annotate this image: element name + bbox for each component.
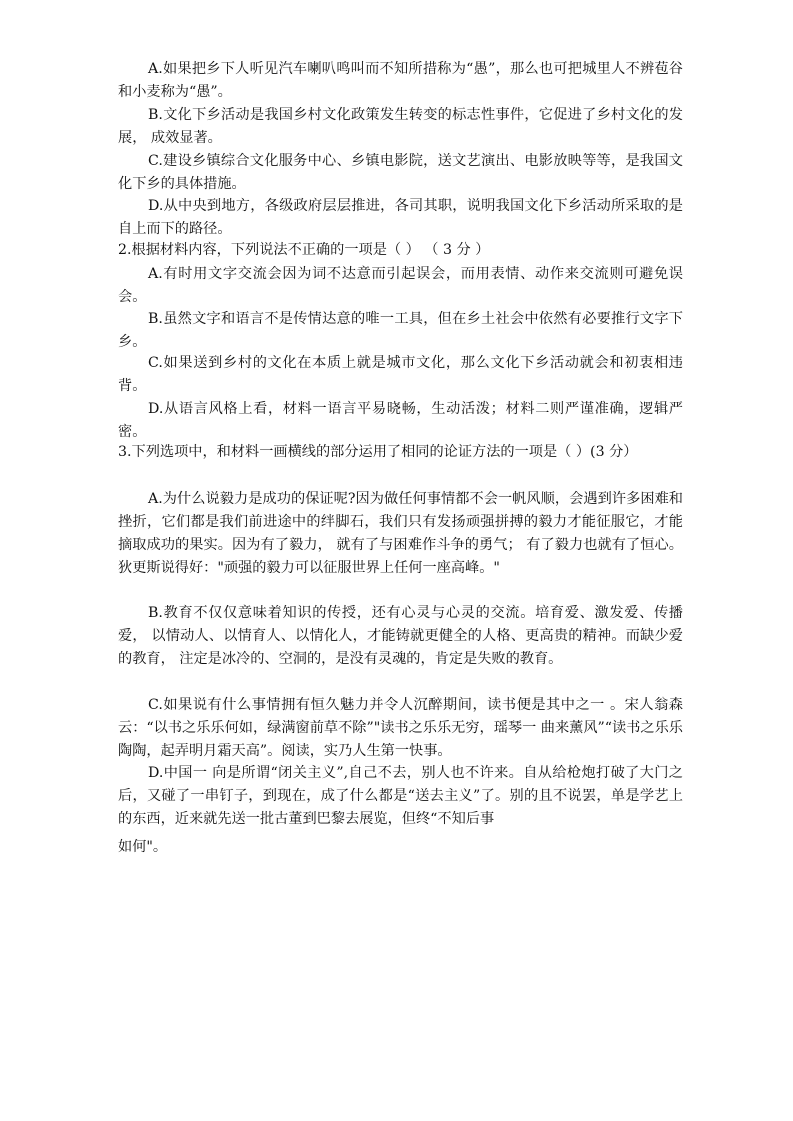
- question-3-stem: 3.下列选项中，和材料一画横线的部分运用了相同的论证方法的一项是（ ）(3 分）: [118, 444, 638, 460]
- q1-option-a: A.如果把乡下人听见汽车喇叭鸣叫而不知所措称为“愚”，那么也可把城里人不辨苞谷和小麦称为“愚”。: [118, 61, 683, 100]
- q1-option-c: C.建设乡镇综合文化服务中心、乡镇电影院，送文艺演出、电影放映等等，是我国文化下乡的具体措施。: [118, 153, 683, 192]
- q3-option-d: D.中国一 向是所谓“闭关主义”,自己不去，别人也不许来。自从给枪炮打破了大门之后，又碰了一串钉子，到现在，成了什么都是“送去主义”了。别的且不说罢，单是学艺上的东西，近来就先送一批古董到巴黎去展览，但终“不知后事: [118, 765, 683, 827]
- question-2-stem: 2.根据材料内容，下列说法不正确的一项是（ ） （ 3 分 ）: [118, 242, 490, 258]
- q3-option-d-tail: 如何"。: [118, 839, 168, 855]
- q3-option-a: A.为什么说毅力是成功的保证呢?因为做任何事情都不会一帆风顺，会遇到许多困难和挫折，它们都是我们前进途中的绊脚石，我们只有发扬顽强拼搏的毅力才能征服它，才能摘取成功的果实。因为有了毅力， 就有了与困难作斗争的勇气； 有了毅力也就有了恒心。狄更斯说得好："顽强的毅力可以征服世界上任何一座高峰。": [118, 491, 683, 576]
- q1-option-d: D.从中央到地方，各级政府层层推进，各司其职，说明我国文化下乡活动所采取的是自上而下的路径。: [118, 198, 683, 237]
- q2-option-a: A.有时用文字交流会因为词不达意而引起误会，而用表情、动作来交流则可避免误会。: [118, 266, 683, 305]
- q2-option-d: D.从语言风格上看，材料一语言平易晓畅，生动活泼；材料二则严谨准确，逻辑严密。: [118, 401, 683, 440]
- q3-option-b: B.教育不仅仅意味着知识的传授，还有心灵与心灵的交流。培育爱、激发爱、传播爱， 以情动人、以情育人、以情化人，才能铸就更健全的人格、更高贵的精神。而缺少爱的教育， 注定是冰冷的、空洞的，是没有灵魂的，肯定是失败的教育。: [118, 605, 683, 667]
- q1-option-b: B.文化下乡活动是我国乡村文化政策发生转变的标志性事件，它促进了乡村文化的发展， 成效显著。: [118, 107, 683, 146]
- q2-option-b: B.虽然文字和语言不是传情达意的唯一工具，但在乡土社会中依然有必要推行文字下乡。: [118, 311, 683, 350]
- q2-option-c: C.如果送到乡村的文化在本质上就是城市文化，那么文化下乡活动就会和初衷相违背。: [118, 355, 683, 394]
- q3-option-c: C.如果说有什么事情拥有恒久魅力并令人沉醉期间，读书便是其中之一 。宋人翁森云：“以书之乐乐何如，绿满窗前草不除”"读书之乐乐无穷，瑶琴一 曲来薰风”“读书之乐乐陶陶，起弄明月霜天高”。阅读，实乃人生第一快事。: [118, 697, 683, 759]
